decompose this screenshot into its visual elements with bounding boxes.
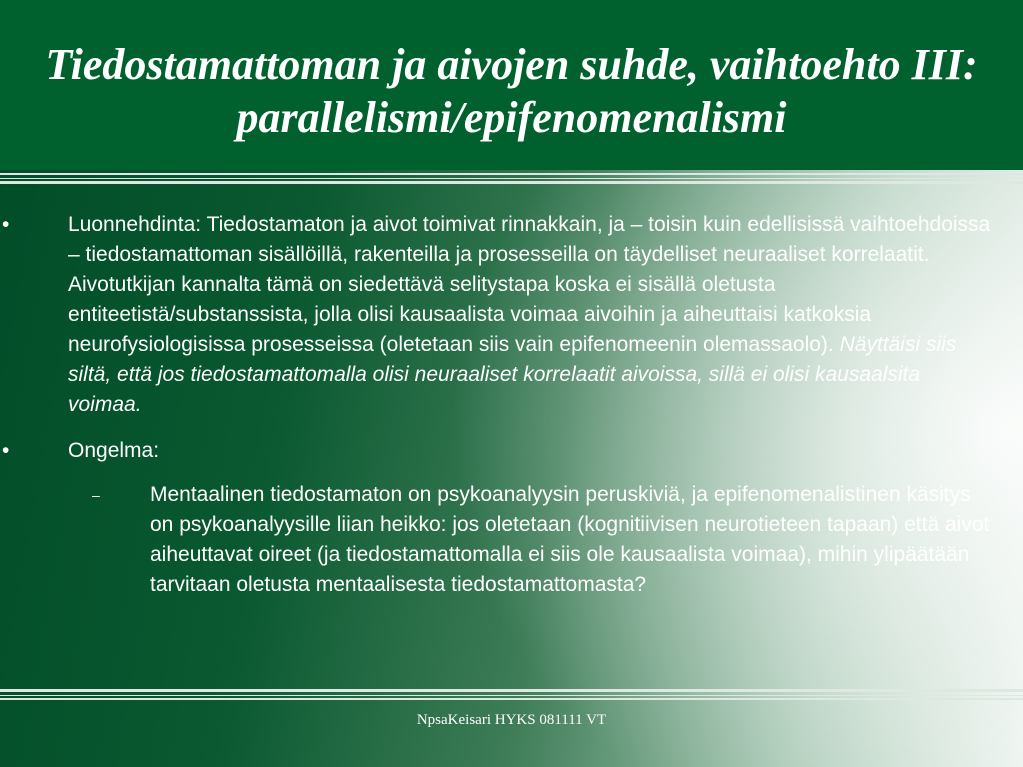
sub-bullet-text: Mentaalinen tiedostamaton on psykoanalyysin peruskiviä, ja epifenomenalistinen käsitys on psykoanalyysille liian heikko: jos oletetaan (kognitiivisen neurotieteen tapaan) että aivot aiheuttavat oireet (ja tiedostamattomalla ei siis ole kausaalista voimaa), mihin ylipäätään tarvitaan oletusta mentaalisesta tiedostamattomasta? — [150, 483, 990, 596]
bullet-marker: • — [2, 213, 10, 236]
bullet-item — [0, 210, 1023, 420]
dash-marker: – — [92, 487, 100, 503]
slide-title: Tiedostamattoman ja aivojen suhde, vaihtoehto III: parallelismi/epifenomenalismi — [45, 40, 978, 142]
bullet-text: Ongelma: — [68, 439, 160, 462]
bullet-text: Luonnehdinta: Tiedostamaton ja aivot toimivat rinnakkain, ja – toisin kuin edellisissä vaihtoehdoissa – tiedostamattoman sisällöillä, rakenteilla ja prosesseilla on täydelliset neuraaliset korrelaatit. Aivotutkijan kannalta tämä on siedettävä selitystapa koska ei sisällä oletusta entiteetistä/substanssista, jolla olisi kausaalista voimaa aivoihin ja aiheuttaisi katkoksia neurofysiologisissa prosesseissa (oletetaan siis vain epifenomeenin olemassaolo). — [68, 213, 991, 356]
slide-footer: NpsaKeisari HYKS 081111 VT — [416, 712, 607, 728]
slide-body — [0, 210, 1023, 600]
divider-line — [0, 173, 1023, 175]
bullet-marker: • — [2, 439, 10, 462]
bullet-italic-text: Näyttäisi siis siltä, että jos tiedostamattomalla olisi neuraaliset korrelaatit aivoissa, sillä ei olisi kausaalsita voimaa. — [68, 333, 957, 416]
bullet-item — [0, 436, 1023, 466]
sub-bullet-item — [0, 480, 1023, 600]
divider-line — [0, 181, 1023, 184]
divider-line — [0, 698, 1023, 700]
divider-line — [0, 178, 1023, 179]
title-bar — [0, 0, 1023, 170]
divider-line — [0, 695, 1023, 696]
divider-line — [0, 689, 1023, 692]
